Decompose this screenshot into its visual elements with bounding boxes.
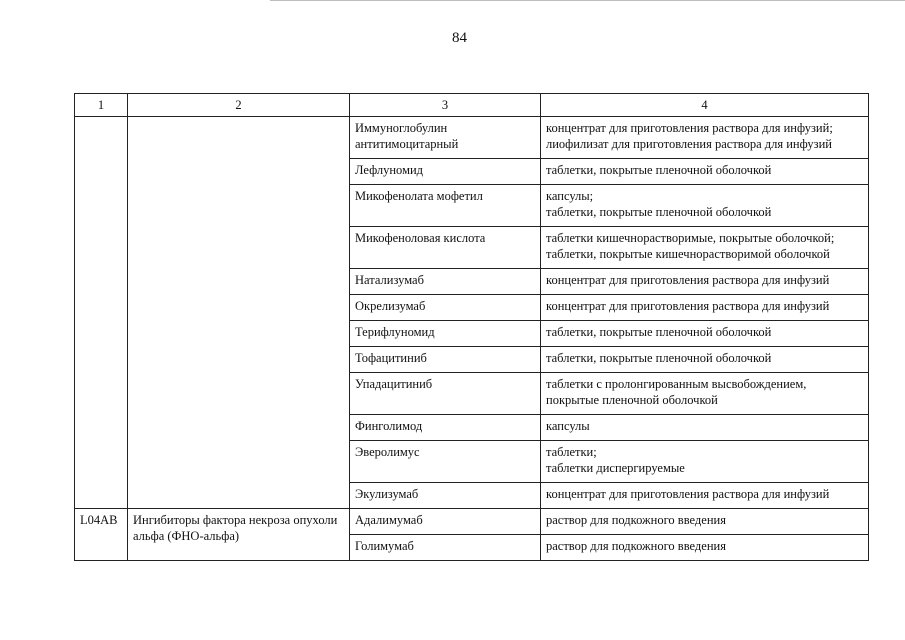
dosage-form: раствор для подкожного введения [541, 509, 869, 535]
dosage-form: концентрат для приготовления раствора для инфузий [541, 483, 869, 509]
dosage-form: концентрат для приготовления раствора для инфузий [541, 269, 869, 295]
dosage-form: раствор для подкожного введения [541, 535, 869, 561]
drug-name: Голимумаб [350, 535, 541, 561]
atc-code-cell: L04AB [75, 509, 128, 561]
dosage-form: концентрат для приготовления раствора для инфузий [541, 295, 869, 321]
drug-name: Адалимумаб [350, 509, 541, 535]
atc-code-cell [75, 117, 128, 509]
drug-name: Тофацитиниб [350, 347, 541, 373]
drug-name: Микофеноловая кислота [350, 227, 541, 269]
page-number: 84 [452, 30, 467, 46]
dosage-form: таблетки, покрытые пленочной оболочкой [541, 321, 869, 347]
drug-name: Терифлуномид [350, 321, 541, 347]
dosage-form: таблетки; таблетки диспергируемые [541, 441, 869, 483]
drug-table [74, 93, 869, 561]
drug-name: Микофенолата мофетил [350, 185, 541, 227]
drug-name: Иммуноглобулин антитимоцитарный [350, 117, 541, 159]
group-name-cell: Ингибиторы фактора некроза опухоли альфа (ФНО-альфа) [128, 509, 350, 561]
column-header-3: 3 [350, 94, 541, 117]
column-header-1: 1 [75, 94, 128, 117]
dosage-form: капсулы [541, 415, 869, 441]
dosage-form: концентрат для приготовления раствора для инфузий; лиофилизат для приготовления раствора для инфузий [541, 117, 869, 159]
dosage-form: таблетки с пролонгированным высвобождением, покрытые пленочной оболочкой [541, 373, 869, 415]
group-name-cell [128, 117, 350, 509]
drug-name: Экулизумаб [350, 483, 541, 509]
drug-name: Лефлуномид [350, 159, 541, 185]
table-row [75, 117, 869, 159]
dosage-form: капсулы; таблетки, покрытые пленочной оболочкой [541, 185, 869, 227]
drug-name: Окрелизумаб [350, 295, 541, 321]
column-header-4: 4 [541, 94, 869, 117]
dosage-form: таблетки, покрытые пленочной оболочкой [541, 159, 869, 185]
drug-name: Финголимод [350, 415, 541, 441]
scan-top-rule [270, 0, 905, 1]
drug-name: Эверолимус [350, 441, 541, 483]
column-header-2: 2 [128, 94, 350, 117]
table-header-row [75, 94, 869, 117]
drug-name: Натализумаб [350, 269, 541, 295]
dosage-form: таблетки, покрытые пленочной оболочкой [541, 347, 869, 373]
drug-name: Упадацитиниб [350, 373, 541, 415]
dosage-form: таблетки кишечнорастворимые, покрытые оболочкой; таблетки, покрытые кишечнорастворимой оболочкой [541, 227, 869, 269]
table-row [75, 509, 869, 535]
